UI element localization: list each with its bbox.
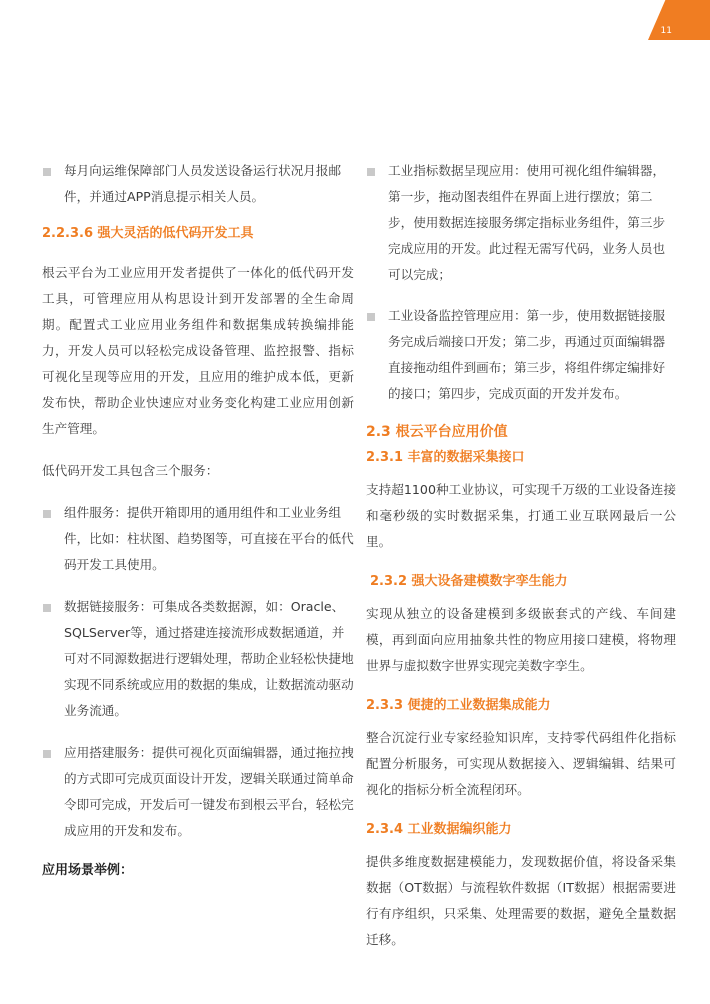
subsection-heading: 2.3.1 丰富的数据采集接口 (366, 450, 525, 465)
bullet-text: 应用搭建服务：提供可视化页面编辑器，通过拖拉拽的方式即可完成页面设计开发，逻辑关联通过简单命令即可完成，开发后可一键发布到根云平台，轻松完成应用的开发和发布。 (64, 745, 354, 838)
page-corner-tab (648, 0, 710, 40)
list-item (42, 500, 354, 578)
subsection-heading: 2.3.2 强大设备建模数字孪生能力 (370, 574, 568, 589)
list-item (42, 158, 354, 210)
services-intro: 低代码开发工具包含三个服务： (42, 463, 219, 478)
bullet-square-icon (43, 510, 51, 518)
bullet-text: 每月向运维保障部门人员发送设备运行状况月报邮件，并通过APP消息提示相关人员。 (64, 163, 342, 204)
subsection-text: 整合沉淀行业专家经验知识库，支持零代码组件化指标配置分析服务，可实现从数据接入、逻辑编辑、结果可视化的指标分析全流程闭环。 (366, 730, 676, 797)
section-heading: 2.2.3.6 强大灵活的低代码开发工具 (42, 226, 254, 241)
page-number: 11 (660, 26, 672, 36)
bullet-square-icon (367, 313, 375, 321)
bullet-square-icon (43, 168, 51, 176)
paragraph: 根云平台为工业应用开发者提供了一体化的低代码开发工具，可管理应用从构思设计到开发部署的全生命周期。配置式工业应用业务组件和数据集成转换编排能力，开发人员可以轻松完成设备管理、监控报警、指标可视化呈现等应用的开发，且应用的维护成本低，更新发布快，帮助企业快速应对业务变化构建工业应用创新生产管理。 (42, 265, 354, 436)
subsection-heading: 2.3.4 工业数据编织能力 (366, 822, 512, 837)
subsection-text: 实现从独立的设备建模到多级嵌套式的产线、车间建模，再到面向应用抽象共性的物应用接口建模，将物理世界与虚拟数字世界实现完美数字孪生。 (366, 606, 676, 673)
left-column (42, 158, 354, 884)
bullet-text: 数据链接服务：可集成各类数据源，如：Oracle、SQLServer等，通过搭建连接流形成数据通道，并可对不同源数据进行逻辑处理，帮助企业轻松快捷地实现不同系统或应用的数据的集成，让数据流动驱动业务流通。 (64, 599, 354, 718)
subsection-text: 支持超1100种工业协议，可实现千万级的工业设备连接和毫秒级的实时数据采集，打通工业互联网最后一公里。 (366, 482, 676, 549)
bullet-square-icon (43, 750, 51, 758)
bullet-square-icon (43, 604, 51, 612)
list-item (42, 594, 354, 724)
scenarios-heading: 应用场景举例： (42, 863, 134, 878)
bullet-text: 组件服务：提供开箱即用的通用组件和工业业务组件，比如：柱状图、趋势图等，可直接在平台的低代码开发工具使用。 (64, 505, 354, 572)
bullet-square-icon (367, 168, 375, 176)
bullet-text: 工业指标数据呈现应用：使用可视化组件编辑器，第一步，拖动图表组件在界面上进行摆放；第二步，使用数据连接服务绑定指标业务组件，第三步完成应用的开发。此过程无需写代码，业务人员也可以完成； (388, 163, 666, 282)
list-item (366, 303, 676, 407)
bullet-text: 工业设备监控管理应用：第一步，使用数据链接服务完成后端接口开发；第二步，再通过页面编辑器直接拖动组件到画布；第三步，将组件绑定编排好的接口；第四步，完成页面的开发并发布。 (388, 308, 666, 401)
section-heading: 2.3 根云平台应用价值 (366, 424, 508, 440)
right-column (366, 158, 676, 953)
list-item (42, 740, 354, 844)
subsection-heading: 2.3.3 便捷的工业数据集成能力 (366, 698, 551, 713)
subsection-text: 提供多维度数据建模能力，发现数据价值，将设备采集数据（OT数据）与流程软件数据（IT数据）根据需要进行有序组织，只采集、处理需要的数据，避免全量数据迁移。 (366, 854, 676, 947)
list-item (366, 158, 676, 288)
